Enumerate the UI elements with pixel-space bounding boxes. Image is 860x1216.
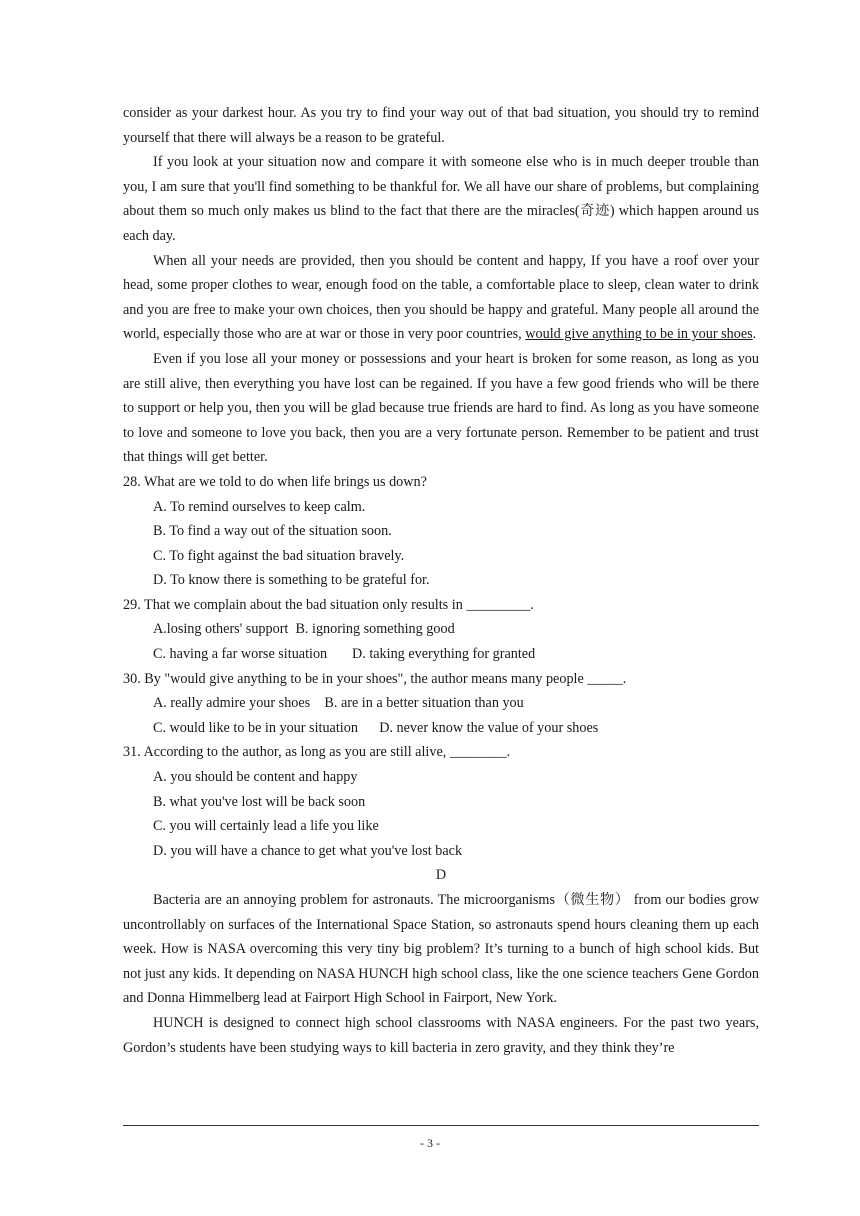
question-29: 29. That we complain about the bad situation only results in _________. bbox=[123, 596, 534, 613]
option-30ab: A. really admire your shoes B. are in a better situation than you bbox=[153, 695, 524, 712]
paragraph-d2: HUNCH is designed to connect high school classrooms with NASA engineers. For the past two years, Gordon’s students have been studying ways to kill bacteria in zero gravity, and they think they’re bbox=[123, 1014, 759, 1056]
option-28d: D. To know there is something to be grateful for. bbox=[153, 572, 430, 589]
option-31a: A. you should be content and happy bbox=[153, 769, 358, 786]
page-number: - 3 - bbox=[420, 1136, 440, 1150]
paragraph-d1: Bacteria are an annoying problem for astronauts. The microorganisms（微生物） from our bodies grow uncontrollably on surfaces of the International Space Station, so astronauts spend hours cleaning them up each week. How is NASA overcoming this very tiny big problem? It’s turning to a bunch of high school kids. But not just any kids. It depending on NASA HUNCH high school class, like the one science teachers Gene Gordon and Donna Himmelberg lead at Fairport High School in Fairport, New York. bbox=[123, 892, 759, 1007]
paragraph-c2: If you look at your situation now and compare it with someone else who is in much deeper trouble than you, I am sure that you'll find something to be thankful for. We all have our share of problems, but complaining about them so much only makes us blind to the fact that there are the miracles(奇迹) which happen around us each day. bbox=[123, 154, 759, 244]
question-31: 31. According to the author, as long as you are still alive, ________. bbox=[123, 744, 511, 761]
question-30: 30. By "would give anything to be in your shoes", the author means many people _____. bbox=[123, 670, 627, 687]
paragraph-c3-end: . bbox=[752, 326, 757, 343]
document-body bbox=[123, 101, 759, 1060]
paragraph-c4: Even if you lose all your money or possessions and your heart is broken for some reason, as long as you are still alive, then everything you have lost can be regained. If you have a few good friends who will be there to support or help you, then you will be glad because true friends are hard to find. As long as you have someone to love and someone to love you back, then you are a very fortunate person. Remember to be patient and trust that things will get better. bbox=[123, 350, 759, 466]
option-30cd: C. would like to be in your situation D. never know the value of your shoes bbox=[153, 719, 599, 736]
option-29ab: A.losing others' support B. ignoring something good bbox=[153, 621, 455, 638]
underlined-phrase: would give anything to be in your shoes bbox=[525, 326, 753, 343]
option-29cd: C. having a far worse situation D. taking everything for granted bbox=[153, 646, 536, 663]
option-28a: A. To remind ourselves to keep calm. bbox=[153, 498, 366, 515]
question-28: 28. What are we told to do when life brings us down? bbox=[123, 473, 427, 490]
paragraph-c3-text: When all your needs are provided, then you should be content and happy, If you have a roof over your head, some proper clothes to wear, enough food on the table, a comfortable place to sleep, clean water to drink and you are free to make your own choices, then you should be happy and grateful. Many people all around the world, especially those who are at war or those in very poor countries, bbox=[123, 252, 759, 343]
paragraph-c3 bbox=[123, 249, 759, 347]
section-heading-d: D bbox=[435, 867, 447, 884]
option-31d: D. you will have a chance to get what you've lost back bbox=[153, 842, 463, 859]
option-31b: B. what you've lost will be back soon bbox=[153, 793, 366, 810]
option-31c: C. you will certainly lead a life you like bbox=[153, 818, 379, 835]
paragraph-c1: consider as your darkest hour. As you try to find your way out of that bad situation, you should try to remind yourself that there will always be a reason to be grateful. bbox=[123, 105, 759, 146]
footer-divider bbox=[123, 1125, 759, 1126]
option-28b: B. To find a way out of the situation soon. bbox=[153, 523, 392, 540]
option-28c: C. To fight against the bad situation bravely. bbox=[153, 547, 405, 564]
